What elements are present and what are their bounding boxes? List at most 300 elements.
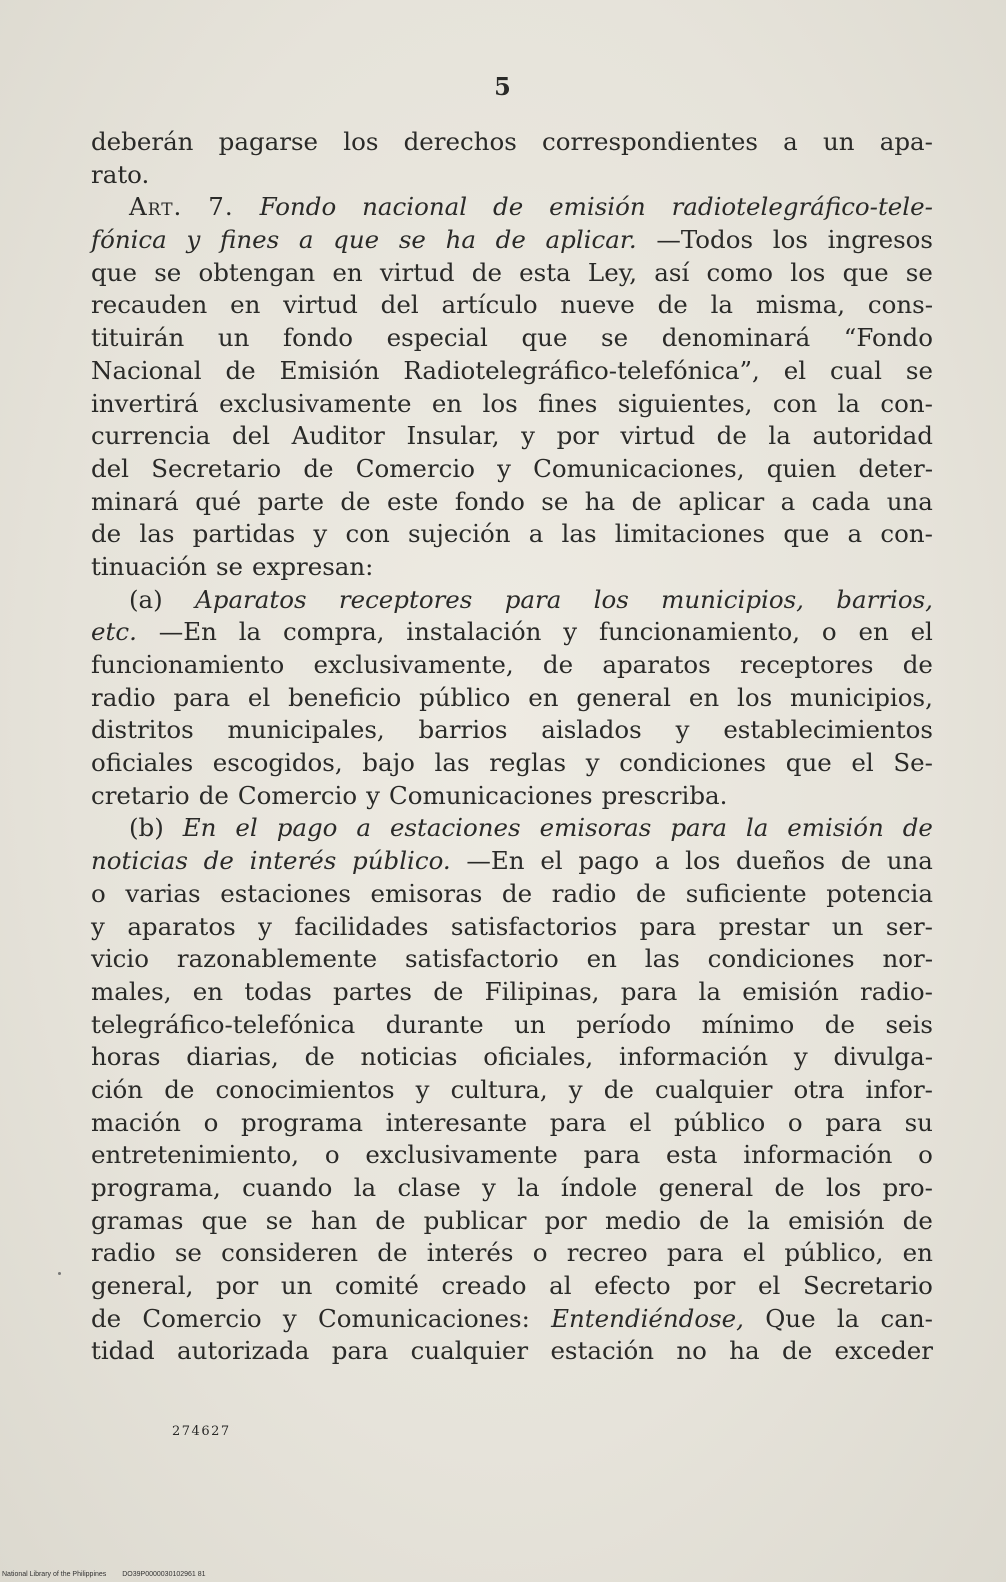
word: Auditor xyxy=(291,421,385,451)
word: de xyxy=(164,1074,195,1104)
word: con xyxy=(772,388,818,418)
word: radio xyxy=(551,878,617,908)
word: se xyxy=(174,1238,202,1268)
word: de xyxy=(840,846,872,876)
word: se xyxy=(215,551,244,581)
word: exclusivamente xyxy=(365,1140,558,1170)
word: han xyxy=(310,1205,358,1235)
word: Radiotelegráfico-telefónica”, xyxy=(403,355,760,385)
word: una xyxy=(886,846,933,876)
word: otra xyxy=(793,1074,845,1104)
word: aparatos xyxy=(127,911,236,941)
word: nor- xyxy=(882,944,933,974)
word: o xyxy=(532,1238,548,1268)
word: y xyxy=(366,780,380,810)
text-line xyxy=(91,420,933,453)
word: efecto xyxy=(594,1271,671,1301)
word: los xyxy=(825,1173,862,1202)
scan-footer xyxy=(2,1571,220,1578)
word: para xyxy=(670,813,727,843)
text-line xyxy=(91,1237,933,1270)
word: fines xyxy=(219,225,280,255)
word: prescriba. xyxy=(601,780,728,810)
word: el xyxy=(629,1107,652,1137)
word: denominará xyxy=(661,323,811,353)
word: Comercio xyxy=(237,780,358,810)
word: los xyxy=(772,225,808,255)
word: qué xyxy=(195,486,242,516)
word: y xyxy=(282,1303,297,1333)
word: de xyxy=(774,1173,805,1202)
word: quien xyxy=(766,453,837,483)
word: emisión xyxy=(787,813,884,843)
text-line xyxy=(91,1041,933,1074)
word: males, xyxy=(91,976,172,1006)
word: no xyxy=(676,1336,707,1366)
word: para xyxy=(620,976,678,1006)
word: y xyxy=(497,453,511,483)
word: conocimientos xyxy=(215,1074,395,1104)
word: radio xyxy=(91,682,156,712)
word: todas xyxy=(244,976,312,1006)
text-line xyxy=(91,616,933,649)
word: 7. xyxy=(208,192,234,222)
word: se xyxy=(154,257,182,287)
text-line xyxy=(91,1205,933,1238)
word: por xyxy=(693,1271,736,1301)
word: (b) xyxy=(129,813,164,843)
word: Entendiéndose, xyxy=(551,1303,744,1333)
word: escogidos, xyxy=(212,748,343,778)
word: horas xyxy=(91,1042,161,1072)
word: de xyxy=(495,225,526,255)
footer-code: DO39P0000030102961 81 xyxy=(122,1571,206,1578)
word: partidas xyxy=(192,519,296,549)
word: cualquier xyxy=(654,1074,773,1104)
word: deter- xyxy=(858,453,933,483)
word: en xyxy=(230,290,261,320)
word: las xyxy=(561,519,597,549)
word: Comunicaciones, xyxy=(533,453,745,483)
word: con xyxy=(345,519,390,549)
word: que xyxy=(333,225,380,255)
word: y xyxy=(258,911,273,941)
word: en xyxy=(431,388,463,418)
word: de xyxy=(902,813,933,843)
word: a xyxy=(528,519,544,549)
word: fónica xyxy=(91,225,167,255)
word: noticias xyxy=(360,1042,458,1072)
word: a xyxy=(783,127,798,156)
word: exclusivamente xyxy=(219,388,412,418)
word: noticias xyxy=(91,846,188,876)
word: información xyxy=(743,1140,893,1170)
word: general xyxy=(658,1173,754,1202)
word: su xyxy=(904,1107,933,1137)
word: para xyxy=(331,1336,389,1366)
word: un xyxy=(217,323,250,353)
word: así xyxy=(654,257,690,287)
word: telegráfico-telefónica xyxy=(91,1009,356,1039)
word: currencia xyxy=(91,421,211,451)
word: ser- xyxy=(885,911,933,941)
word: para xyxy=(583,1140,641,1170)
word: la xyxy=(517,1173,540,1202)
word: deberán xyxy=(91,127,194,156)
word: barrios, xyxy=(836,584,933,614)
word: en xyxy=(332,257,363,287)
text-line xyxy=(91,1009,933,1042)
word: del xyxy=(91,453,130,483)
word: la xyxy=(837,388,860,418)
word: facilidades xyxy=(294,911,429,941)
word: del xyxy=(380,290,419,320)
word: interesante xyxy=(385,1107,528,1137)
word: mínimo xyxy=(701,1009,795,1039)
word: de xyxy=(603,1074,634,1104)
page-number: 5 xyxy=(494,72,512,101)
word: radiotelegráfico-tele- xyxy=(671,192,933,222)
word: general, xyxy=(91,1271,194,1301)
word: Comercio xyxy=(142,1303,262,1333)
word: emisoras xyxy=(539,813,652,843)
word: minará xyxy=(91,486,179,516)
word: fines xyxy=(538,388,598,418)
word: tidad xyxy=(91,1336,155,1366)
word: correspondientes xyxy=(542,127,758,156)
word: a xyxy=(780,486,796,516)
word: reglas xyxy=(489,748,567,778)
word: cualquier xyxy=(410,1336,529,1366)
footer-library: National Library of the Philippines xyxy=(2,1571,107,1578)
word: creado xyxy=(441,1271,527,1301)
word: de xyxy=(631,486,662,516)
word: el xyxy=(758,1271,781,1301)
text-line xyxy=(91,976,933,1009)
word: para xyxy=(666,1238,724,1268)
word: por xyxy=(544,1205,587,1235)
text-line xyxy=(91,289,933,322)
word: y xyxy=(563,617,578,647)
word: aislados xyxy=(541,715,642,745)
word: parte xyxy=(257,486,324,516)
word: de xyxy=(501,878,533,908)
word: siguientes, xyxy=(617,388,753,418)
word: o xyxy=(324,1140,340,1170)
word: oficiales xyxy=(91,748,194,778)
word: la xyxy=(836,1303,860,1333)
word: suficiente xyxy=(685,878,807,908)
word: este xyxy=(386,486,439,516)
word: público. xyxy=(352,846,451,876)
word: distritos xyxy=(91,715,194,745)
word: los xyxy=(482,388,518,418)
word: de xyxy=(303,453,334,483)
word: programa, xyxy=(91,1173,221,1202)
word: instalación xyxy=(406,617,542,647)
word: se xyxy=(601,323,629,353)
word: infor- xyxy=(865,1074,933,1104)
word: los xyxy=(790,257,826,287)
word: En xyxy=(182,813,217,843)
word: Comunicaciones xyxy=(388,780,593,810)
word: derechos xyxy=(403,127,517,156)
word: la xyxy=(353,1173,377,1202)
text-line xyxy=(91,845,933,878)
word: potencia xyxy=(826,878,933,908)
word: tinuación xyxy=(91,551,207,581)
word: los xyxy=(685,846,721,876)
word: virtud xyxy=(620,421,696,451)
text-line xyxy=(91,780,933,813)
word: de xyxy=(657,290,688,320)
word: Filipinas, xyxy=(484,976,600,1006)
word: Comercio xyxy=(355,453,475,483)
word: de xyxy=(198,780,229,810)
word: al xyxy=(549,1271,572,1301)
word: un xyxy=(831,911,864,941)
text-line xyxy=(91,518,933,551)
text-line xyxy=(91,1107,933,1140)
word: aparatos xyxy=(602,650,711,679)
word: partes xyxy=(333,976,412,1006)
word: misma, xyxy=(755,290,846,320)
text-line xyxy=(91,812,933,845)
word: se xyxy=(265,1205,293,1235)
word: un xyxy=(280,1271,313,1301)
word: y xyxy=(91,911,105,941)
word: barrios xyxy=(418,715,508,745)
word: o xyxy=(821,617,837,647)
text-line xyxy=(91,911,933,944)
word: invertirá xyxy=(91,388,199,418)
word: índole xyxy=(560,1173,638,1202)
word: compra, xyxy=(282,617,385,647)
word: de xyxy=(225,355,256,385)
word: el xyxy=(540,846,563,876)
word: los xyxy=(593,584,629,614)
text-line xyxy=(91,943,933,976)
word: o xyxy=(787,1107,803,1137)
word: pagarse xyxy=(218,127,319,156)
word: municipios, xyxy=(661,584,804,614)
word: de xyxy=(542,650,574,679)
word: estaciones xyxy=(389,813,521,843)
word: cada xyxy=(811,486,871,516)
word: el xyxy=(783,355,807,385)
word: para xyxy=(504,584,562,614)
word: emisión xyxy=(549,192,646,222)
word: público xyxy=(673,1107,766,1137)
word: tituirán xyxy=(91,323,185,353)
word: pago xyxy=(276,813,338,843)
word: de xyxy=(902,650,933,679)
word: Ley, xyxy=(587,257,638,287)
word: obtengan xyxy=(198,257,316,287)
word: condiciones xyxy=(619,748,767,778)
text-line xyxy=(91,1139,933,1172)
word: información xyxy=(618,1042,769,1072)
word: ha xyxy=(445,225,476,255)
word: el xyxy=(742,1238,766,1268)
word: pro- xyxy=(882,1173,933,1202)
word: que xyxy=(783,519,830,549)
word: ingresos xyxy=(827,225,933,255)
word: Emisión xyxy=(279,355,380,385)
word: que xyxy=(91,257,137,287)
word: rato. xyxy=(91,159,150,189)
word: de xyxy=(375,1205,406,1235)
word: a xyxy=(654,846,670,876)
word: municipios, xyxy=(790,682,933,712)
body-text xyxy=(91,126,933,1368)
word: de xyxy=(471,257,502,287)
word: diarias, xyxy=(186,1042,279,1072)
word: prestar xyxy=(718,911,810,941)
word: un xyxy=(514,1009,546,1039)
text-line xyxy=(91,649,933,682)
word: que xyxy=(785,748,832,778)
word: (a) xyxy=(129,584,163,614)
text-line xyxy=(91,714,933,747)
word: de xyxy=(91,519,122,549)
text-line xyxy=(91,1270,933,1303)
word: can- xyxy=(880,1303,933,1333)
text-line xyxy=(91,126,933,159)
text-line xyxy=(91,1335,933,1368)
word: con- xyxy=(880,519,933,549)
word: emisoras xyxy=(370,878,483,908)
word: pago xyxy=(578,846,640,876)
word: general xyxy=(576,682,672,712)
word: de xyxy=(433,976,464,1006)
word: consideren xyxy=(221,1238,359,1268)
word: divulga- xyxy=(833,1042,933,1072)
word: Se- xyxy=(893,748,933,778)
word: virtud xyxy=(283,290,358,320)
word: de xyxy=(716,421,747,451)
word: se xyxy=(905,355,933,385)
word: sujeción xyxy=(407,519,511,549)
word: emisión xyxy=(788,1205,885,1235)
word: especial xyxy=(386,323,488,353)
word: a xyxy=(356,813,371,843)
word: el xyxy=(851,748,874,778)
word: las xyxy=(434,748,470,778)
word: ha xyxy=(729,1336,760,1366)
word: recauden xyxy=(91,290,208,320)
word: de xyxy=(699,1205,730,1235)
word: Comunicaciones: xyxy=(317,1303,530,1333)
word: o xyxy=(918,1140,933,1170)
word: gramas xyxy=(91,1205,184,1235)
word: período xyxy=(576,1009,672,1039)
word: que xyxy=(201,1205,248,1235)
word: publicar xyxy=(423,1205,527,1235)
text-line xyxy=(91,1172,933,1205)
text-line xyxy=(91,551,933,584)
word: artículo xyxy=(441,290,538,320)
word: en xyxy=(688,682,720,712)
word: “Fondo xyxy=(843,323,933,353)
word: se xyxy=(541,486,569,516)
word: receptores xyxy=(338,584,473,614)
word: la xyxy=(710,290,734,320)
word: cuando xyxy=(242,1173,333,1202)
word: que xyxy=(521,323,568,353)
word: receptores xyxy=(740,650,874,679)
word: radio xyxy=(91,1238,156,1268)
word: y xyxy=(568,1074,583,1104)
word: apa- xyxy=(879,127,933,156)
printer-mark: 274627 xyxy=(172,1424,231,1439)
word: de xyxy=(340,486,371,516)
word: y xyxy=(415,1074,430,1104)
word: la xyxy=(768,421,791,451)
word: esta xyxy=(665,1140,718,1170)
text-line xyxy=(91,388,933,421)
word: exclusivamente, xyxy=(313,650,514,679)
word: seis xyxy=(885,1009,933,1039)
word: entretenimiento, xyxy=(91,1140,300,1170)
word: la xyxy=(745,813,769,843)
word: cultura, xyxy=(450,1074,548,1104)
word: las xyxy=(139,519,175,549)
word: Secretario xyxy=(151,453,282,483)
word: dueños xyxy=(736,846,826,876)
word: —En xyxy=(466,846,525,876)
word: Insular, xyxy=(406,421,500,451)
word: satisfactorio xyxy=(404,944,559,974)
text-line xyxy=(91,322,933,355)
word: Secretario xyxy=(802,1271,933,1301)
word: etc. xyxy=(91,617,137,647)
word: del xyxy=(231,421,270,451)
text-line xyxy=(91,1303,933,1336)
word: emisión xyxy=(742,976,839,1006)
word: y xyxy=(482,1173,496,1202)
word: exceder xyxy=(834,1336,933,1366)
word: un xyxy=(822,127,855,156)
word: programa xyxy=(240,1107,363,1137)
text-line xyxy=(91,682,933,715)
text-line xyxy=(91,584,933,617)
word: nacional xyxy=(362,192,468,222)
word: Que xyxy=(765,1303,816,1333)
word: fondo xyxy=(454,486,525,516)
word: interés xyxy=(249,846,337,876)
text-line xyxy=(91,486,933,519)
word: mación xyxy=(91,1107,181,1137)
text-line xyxy=(91,191,933,224)
word: la xyxy=(747,1205,770,1235)
word: —En xyxy=(158,617,217,647)
word: por xyxy=(556,421,599,451)
word: medio xyxy=(604,1205,681,1235)
word: —Todos xyxy=(656,225,754,255)
text-line xyxy=(91,257,933,290)
word: de xyxy=(635,878,667,908)
word: o xyxy=(203,1107,219,1137)
word: esta xyxy=(519,257,571,287)
word: condiciones xyxy=(707,944,855,974)
word: se xyxy=(905,257,933,287)
word: el xyxy=(910,617,933,647)
word: y xyxy=(521,421,535,451)
word: y xyxy=(675,715,690,745)
word: limitaciones xyxy=(614,519,766,549)
word: para xyxy=(639,911,697,941)
